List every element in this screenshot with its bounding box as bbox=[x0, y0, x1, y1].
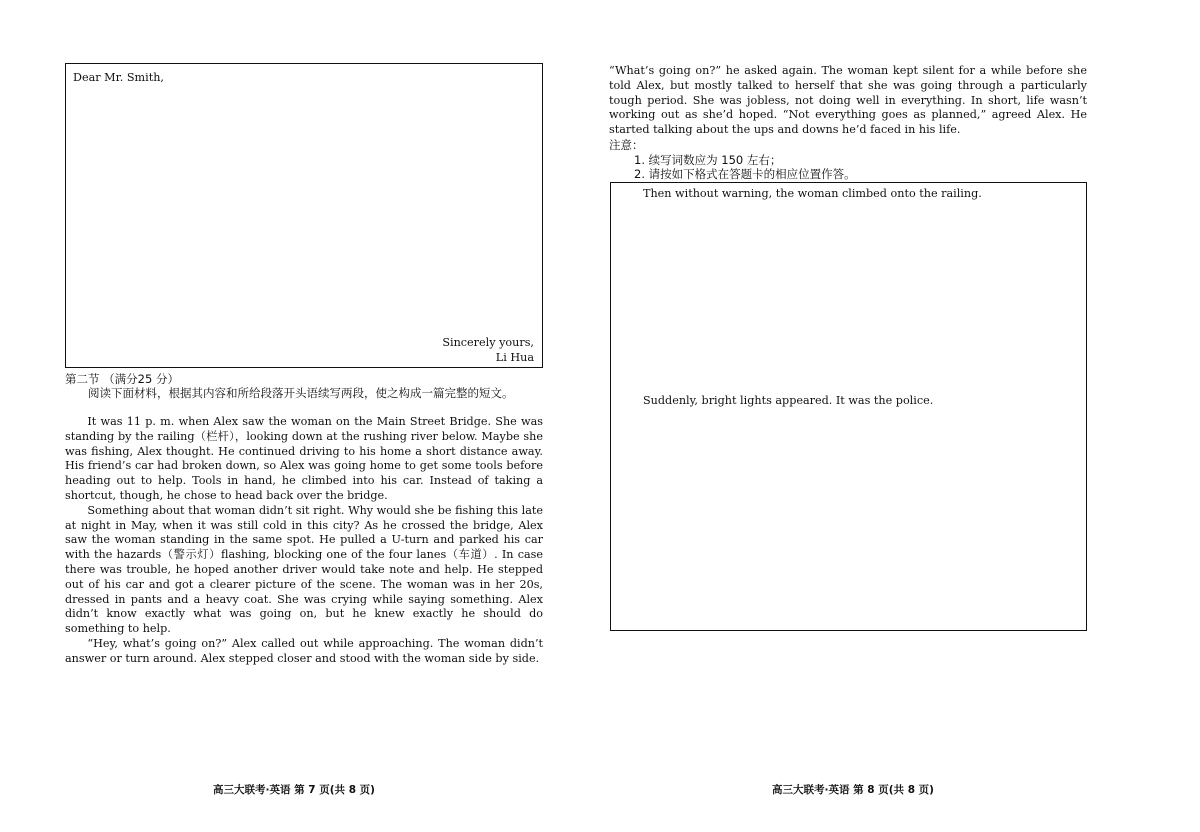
letter-greeting: Dear Mr. Smith, bbox=[73, 71, 164, 84]
page-footer-left: 高三大联考·英语 第 7 页(共 8 页) bbox=[213, 784, 375, 796]
note-item: 2. 请按如下格式在答题卡的相应位置作答。 bbox=[634, 167, 856, 181]
opening-sentence-2: Suddenly, bright lights appeared. It was the police. bbox=[643, 394, 934, 407]
story-paragraph: It was 11 p. m. when Alex saw the woman on the Main Street Bridge. She was standing by the railing（栏杆），looking down at the rushing river below. Maybe she was fishing, Alex thought. He continued driving to his home a short distance away. His friend’s car had broken down, so Alex was going home to get some tools before heading out to help. Tools in hand, he climbed into his car. Instead of taking a shortcut, though, he chose to head back over the bridge. bbox=[65, 415, 543, 502]
note-item: 1. 续写词数应为 150 左右； bbox=[634, 153, 782, 167]
letter-writing-box bbox=[65, 63, 543, 368]
story-left-column bbox=[65, 415, 543, 667]
opening-sentence-1: Then without warning, the woman climbed onto the railing. bbox=[643, 187, 982, 200]
story-paragraph: “Hey, what’s going on?” Alex called out while approaching. The woman didn’t answer or turn around. Alex stepped closer and stood with the woman side by side. bbox=[65, 636, 543, 665]
section-instruction bbox=[65, 386, 543, 401]
instruction-text: 阅读下面材料，根据其内容和所给段落开头语续写两段，使之构成一篇完整的短文。 bbox=[88, 386, 514, 400]
story-right-column bbox=[609, 64, 1087, 138]
story-continuation: “What’s going on?” he asked again. The woman kept silent for a while before she told Alex, but mostly talked to herself that she was going through a particularly tough period. She was jobless, not doing well in everything. In short, life wasn’t working out as she’d hoped. “Not everything goes as planned,” agreed Alex. He started talking about the ups and downs he’d faced in his life. bbox=[609, 64, 1087, 137]
notes-label: 注意： bbox=[609, 138, 644, 152]
letter-signature: Li Hua bbox=[495, 351, 534, 364]
page-footer-right: 高三大联考·英语 第 8 页(共 8 页) bbox=[772, 784, 934, 796]
section-heading: 第二节 （满分25 分） bbox=[65, 372, 179, 386]
story-paragraph: Something about that woman didn’t sit right. Why would she be fishing this late at night in May, when it was still cold in this city? As he crossed the bridge, Alex saw the woman standing in the same spot. He pulled a U-turn and parked his car with the hazards（警示灯）flashing, blocking one of the four lanes（车道）. In case there was trouble, he hoped another driver would take note and help. He stepped out of his car and got a clearer picture of the scene. The woman was in her 20s, dressed in pants and a heavy coat. She was crying while saying something. Alex didn’t know exactly what was going on, but he knew exactly he should do something to help. bbox=[65, 503, 543, 636]
letter-closing: Sincerely yours, bbox=[442, 336, 534, 349]
answer-box bbox=[610, 182, 1087, 631]
